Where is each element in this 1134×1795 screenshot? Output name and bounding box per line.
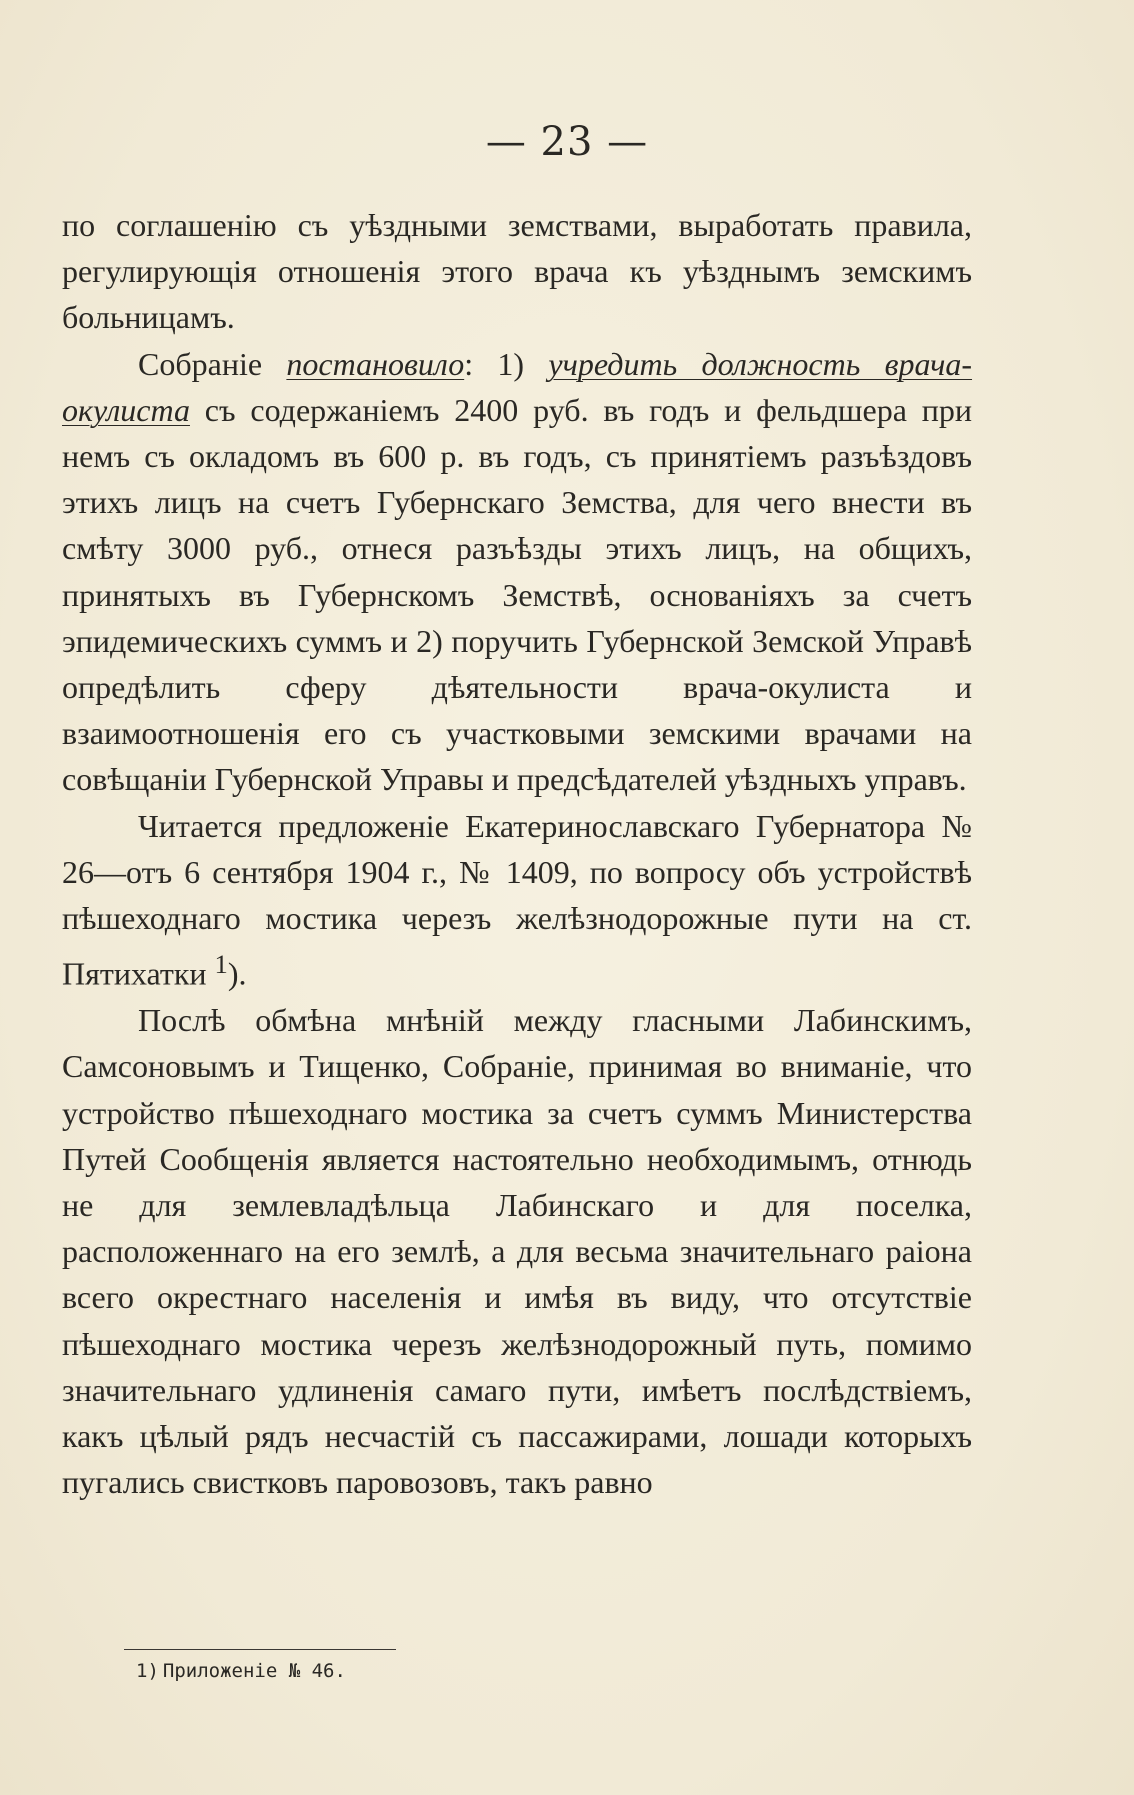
footnote-text: Приложеніе № 46.: [162, 1660, 346, 1682]
body-text: [62, 202, 972, 1505]
paragraph-3-text: Читается предложеніе Екатеринославскаго Губернатора № 26—отъ 6 сентября 1904 г., № 1409, по вопросу объ устройствѣ пѣшеходнаго мостика черезъ желѣзнодорожные пути на ст. Пятихатки: [62, 807, 972, 992]
paragraph-3: [62, 803, 972, 997]
page-number: — 23 —: [485, 119, 649, 165]
footnote: [136, 1659, 346, 1684]
paragraph-3-end: ).: [227, 955, 247, 992]
footnote-mark: 1): [136, 1660, 159, 1682]
paragraph-1: по соглашенію съ уѣздными земствами, выработать правила, регулирующія отношенія этого врача къ уѣзднымъ земскимъ больницамъ.: [62, 207, 972, 336]
paragraph-2-start: Собраніе: [138, 345, 287, 382]
paragraph-2-rest: съ содержаніемъ 2400 руб. въ годъ и фельдшера при немъ съ окладомъ въ 600 р. въ годъ, съ принятіемъ разъѣздовъ этихъ лицъ на счетъ Губернскаго Земства, для чего внести въ смѣту 3000 руб., отнеся разъѣзды этихъ лицъ, на общихъ, принятыхъ въ Губернскомъ Земствѣ, основаніяхъ за счетъ эпидемическихъ суммъ и 2) поручить Губернской Земской Управѣ опредѣлить сферу дѣятельности врача-окулиста и взаимоотношенія его съ участковыми земскими врачами на совѣщаніи Губернской Управы и предсѣдателей уѣздныхъ управъ.: [62, 391, 972, 798]
paragraph-2: [62, 341, 972, 803]
emphasis-postanovilo: постановило: [286, 345, 465, 382]
footnote-reference[interactable]: 1: [214, 949, 228, 980]
paragraph-2-mid: : 1): [464, 345, 549, 382]
paragraph-4: Послѣ обмѣна мнѣній между гласными Лабинскимъ, Самсоновымъ и Тищенко, Собраніе, принимая во вниманіе, что устройство пѣшеходнаго мостика за счетъ суммъ Министерства Путей Сообщенія является настоятельно необходимымъ, отнюдь не для землевладѣльца Лабинскаго и для поселка, расположеннаго на его землѣ, а для весьма значительнаго раіона всего окрестнаго населенія и имѣя въ виду, что отсутствіе пѣшеходнаго мостика черезъ желѣзнодорожный путь, помимо значительнаго удлиненія самаго пути, имѣетъ послѣдствіемъ, какъ цѣлый рядъ несчастій съ пассажирами, лошади которыхъ пугались свистковъ паровозовъ, такъ равно: [62, 1002, 972, 1501]
emphasis-uchredit: учредить должность врача-окулиста: [62, 345, 973, 428]
footnote-divider: [124, 1649, 396, 1650]
